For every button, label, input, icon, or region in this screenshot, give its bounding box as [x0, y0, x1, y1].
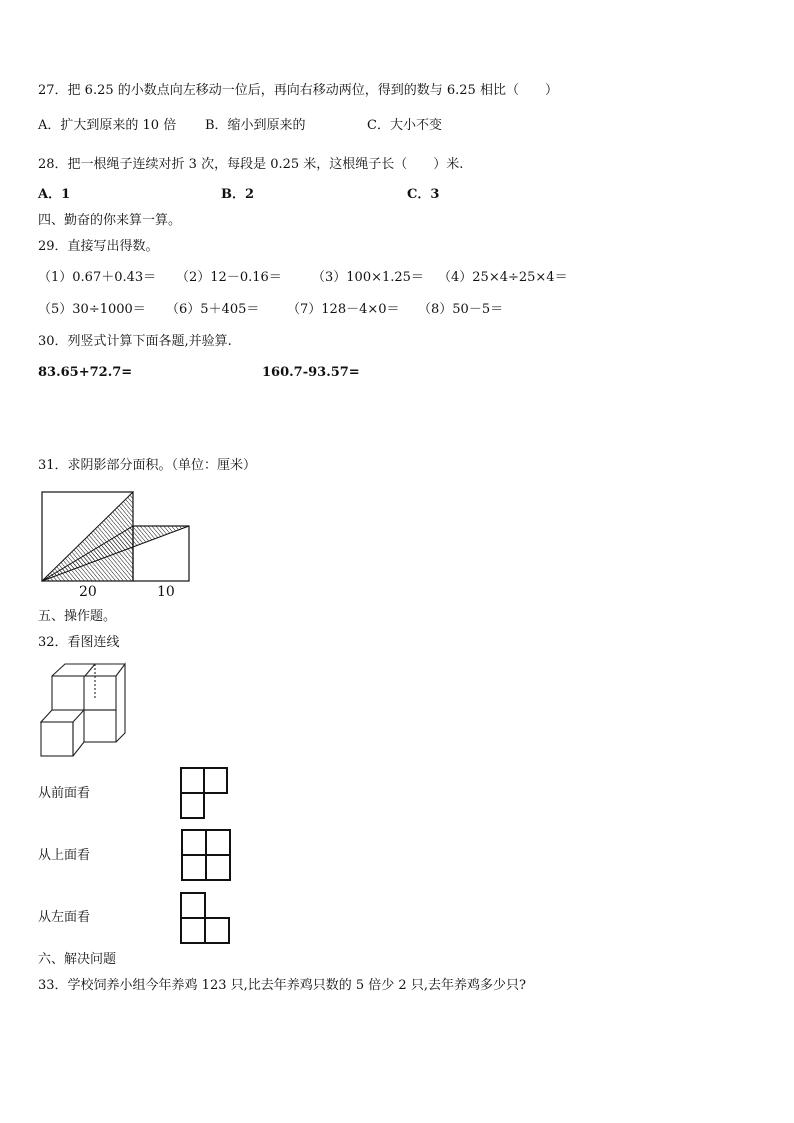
q30-item-2: 160.7-93.57= [262, 365, 360, 380]
q28-option-c: C．3 [407, 187, 440, 202]
q29-item-7: （7）128－4×0＝ [287, 302, 400, 317]
label-20: 20 [79, 584, 97, 600]
q29-stem: 29．直接写出得数。 [38, 239, 159, 254]
q27-option-c: C．大小不变 [367, 118, 442, 133]
q33-stem: 33．学校饲养小组今年养鸡 123 只,比去年养鸡只数的 5 倍少 2 只,去年养鸡多少只? [38, 978, 526, 993]
q27-option-a: A．扩大到原来的 10 倍 [38, 118, 177, 133]
q29-item-8: （8）50－5＝ [418, 302, 504, 317]
q29-item-3: （3）100×1.25＝ [312, 270, 424, 285]
q31-stem: 31．求阴影部分面积。（单位：厘米） [38, 458, 257, 473]
q32-stem: 32．看图连线 [38, 635, 120, 650]
q29-item-6: （6）5＋405＝ [166, 302, 260, 317]
q29-item-2: （2）12－0.16＝ [176, 270, 282, 285]
view-top-label: 从上面看 [38, 848, 91, 863]
section-6-heading: 六、解决问题 [38, 952, 117, 967]
view-front-label: 从前面看 [38, 786, 91, 801]
q28-option-b: B．2 [221, 187, 255, 202]
q28-stem: 28．把一根绳子连续对折 3 次，每段是 0.25 米，这根绳子长（ ）米. [38, 157, 464, 172]
q27-stem: 27．把 6.25 的小数点向左移动一位后，再向右移动两位，得到的数与 6.25 相比（ ） [38, 83, 558, 98]
label-10: 10 [157, 584, 175, 600]
q30-item-1: 83.65+72.7= [38, 365, 133, 380]
q30-stem: 30．列竖式计算下面各题,并验算. [38, 334, 232, 349]
q28-option-a: A．1 [38, 187, 71, 202]
view-left-label: 从左面看 [38, 910, 91, 925]
q29-item-1: （1）0.67＋0.43＝ [38, 270, 157, 285]
q29-item-4: （4）25×4÷25×4＝ [438, 270, 568, 285]
q29-item-5: （5）30÷1000＝ [38, 302, 146, 317]
section-5-heading: 五、操作题。 [38, 609, 117, 624]
section-4-heading: 四、勤奋的你来算一算。 [38, 213, 182, 228]
q27-option-b: B．缩小到原来的 [205, 118, 306, 133]
